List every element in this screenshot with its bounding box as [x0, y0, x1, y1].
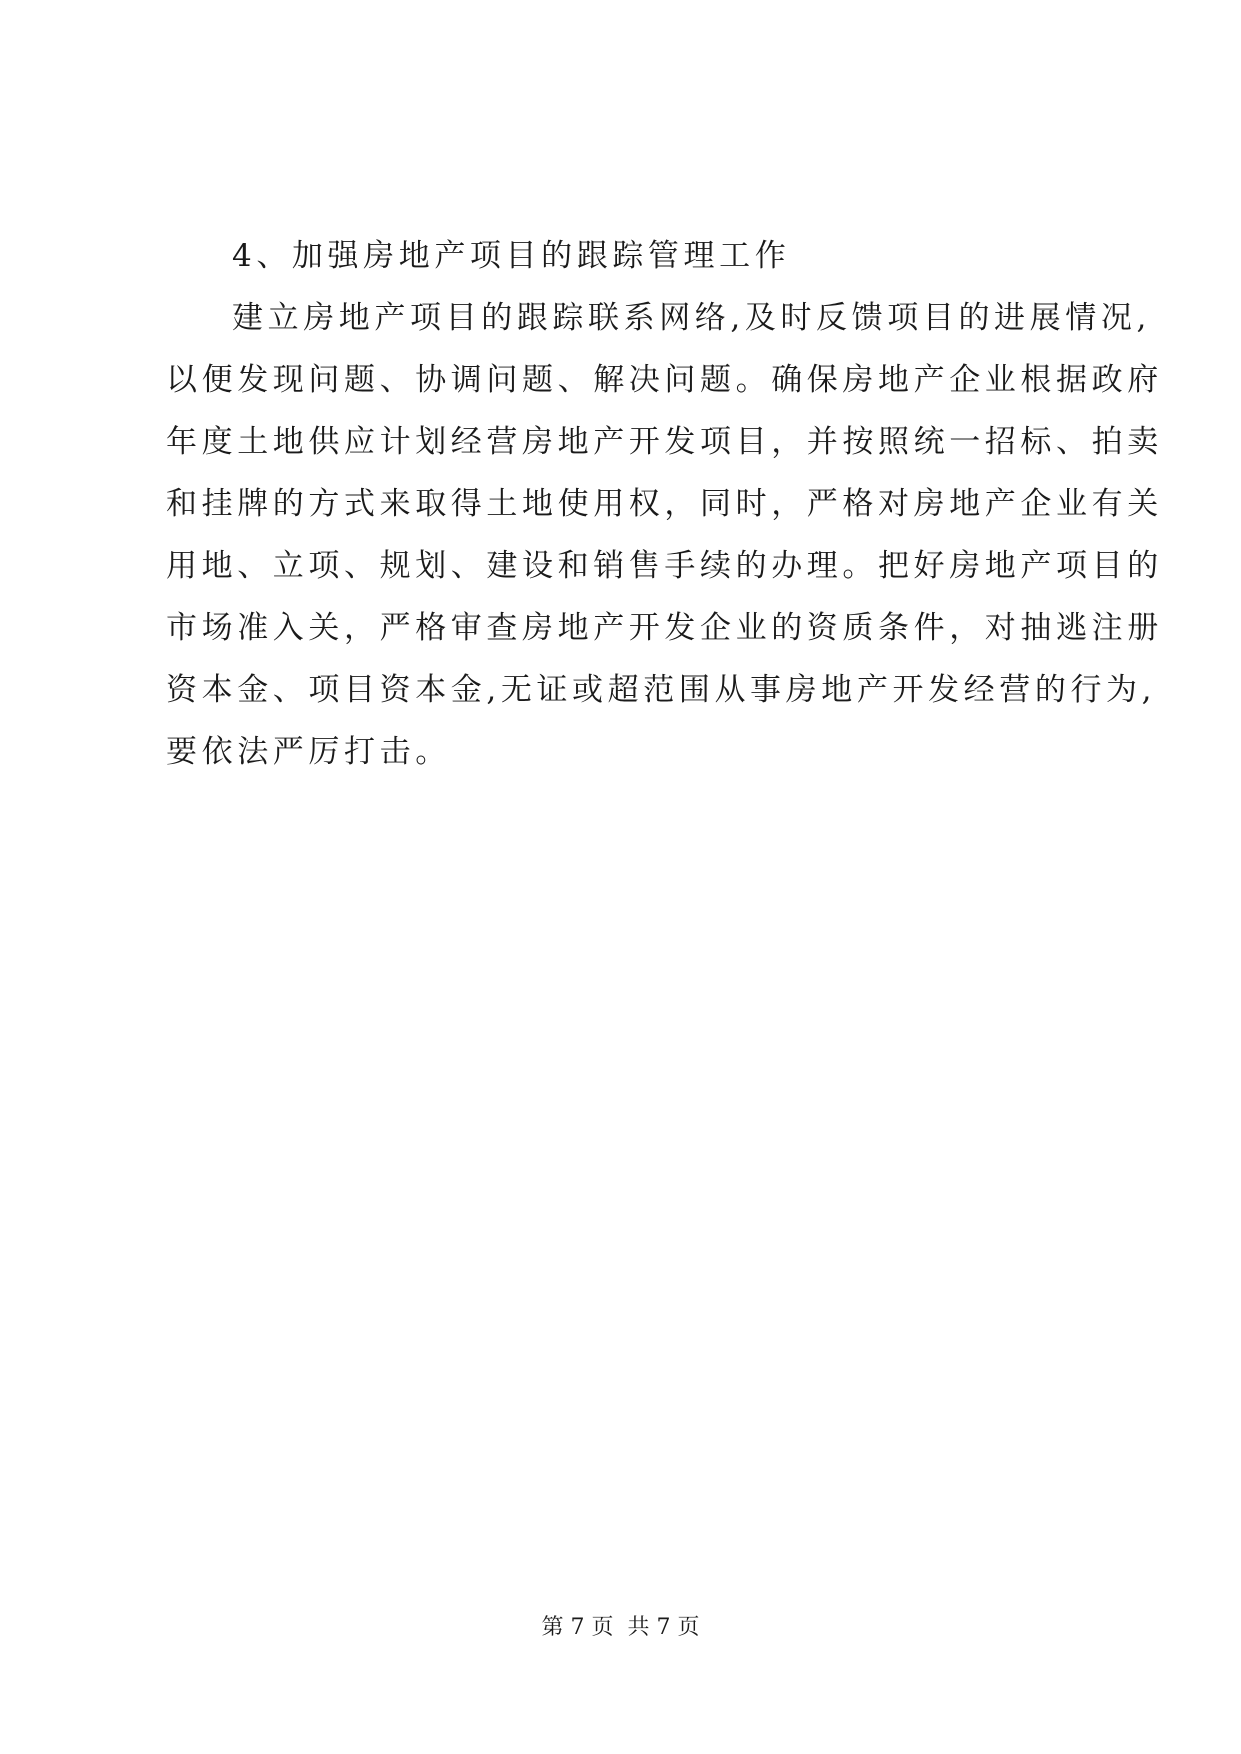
paragraph-line: 以便发现问题、协调问题、解决问题。确保房地产企业根据政府	[166, 362, 1163, 398]
paragraph-line: 建立房地产项目的跟踪联系网络,及时反馈项目的进展情况,	[232, 300, 1151, 336]
paragraph-line: 年度土地供应计划经营房地产开发项目，并按照统一招标、拍卖	[166, 424, 1163, 460]
page-number-footer: 第 7 页 共 7 页	[541, 1615, 700, 1640]
paragraph-line: 用地、立项、规划、建设和销售手续的办理。把好房地产项目的	[166, 548, 1163, 584]
paragraph-line: 市场准入关，严格审查房地产开发企业的资质条件，对抽逃注册	[166, 610, 1163, 646]
section-heading: 4、加强房地产项目的跟踪管理工作	[232, 238, 791, 274]
paragraph-line: 资本金、项目资本金,无证或超范围从事房地产开发经营的行为,	[166, 672, 1157, 708]
paragraph-line: 要依法严厉打击。	[166, 734, 451, 770]
paragraph-line: 和挂牌的方式来取得土地使用权，同时，严格对房地产企业有关	[166, 486, 1163, 522]
